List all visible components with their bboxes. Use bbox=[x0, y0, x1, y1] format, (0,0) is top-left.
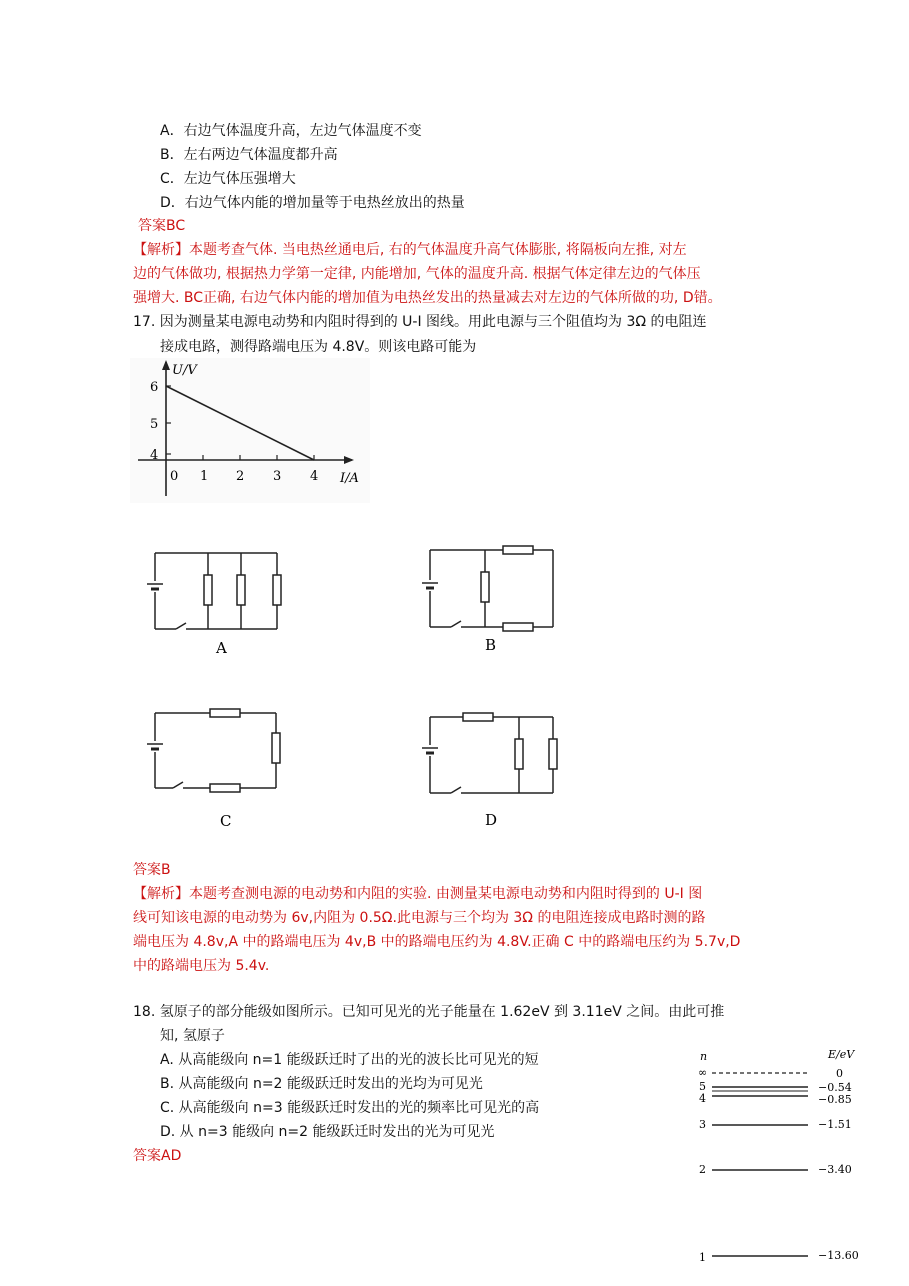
y-axis-label: U/V bbox=[172, 363, 197, 378]
q16-option-a: A．右边气体温度升高，左边气体温度不变 bbox=[160, 123, 422, 139]
circuit-a bbox=[140, 545, 315, 665]
svg-text:∞: ∞ bbox=[698, 1066, 708, 1079]
q16-option-c: C．左边气体压强增大 bbox=[160, 171, 296, 187]
q18-option-b: B. 从高能级向 n=2 能级跃迁时发出的光均为可见光 bbox=[160, 1076, 483, 1092]
svg-text:−13.60: −13.60 bbox=[818, 1249, 859, 1262]
circuit-label: C bbox=[220, 812, 232, 830]
circuit-label: D bbox=[485, 811, 498, 829]
q16-answer: 答案BC bbox=[138, 218, 186, 234]
y-tick-label: 6 bbox=[150, 380, 159, 395]
x-axis-label: I/A bbox=[340, 471, 359, 486]
e-header: E/eV bbox=[828, 1048, 855, 1061]
x-tick-label: 4 bbox=[310, 469, 319, 484]
svg-text:2: 2 bbox=[699, 1163, 706, 1176]
circuit-c bbox=[140, 705, 300, 830]
q16-analysis-line: 边的气体做功, 根据热力学第一定律, 内能增加, 气体的温度升高. 根据气体定律左边的气体压 bbox=[133, 266, 701, 282]
q18-option-c: C. 从高能级向 n=3 能级跃迁时发出的光的频率比可见光的高 bbox=[160, 1100, 540, 1116]
q17-answer: 答案B bbox=[133, 862, 171, 878]
svg-text:−0.85: −0.85 bbox=[818, 1093, 852, 1106]
n-header: n bbox=[700, 1050, 708, 1063]
q18-stem-line: 知, 氢原子 bbox=[160, 1028, 225, 1044]
svg-text:1: 1 bbox=[699, 1251, 706, 1264]
energy-level-diagram bbox=[690, 1045, 870, 1270]
ui-graph bbox=[130, 358, 370, 503]
q18-answer: 答案AD bbox=[133, 1148, 182, 1164]
q17-analysis-line: 中的路端电压为 5.4v. bbox=[133, 958, 270, 974]
q18-option-a: A. 从高能级向 n=1 能级跃迁时了出的光的波长比可见光的短 bbox=[160, 1052, 539, 1068]
circuit-label: A bbox=[216, 639, 227, 657]
q17-analysis-line: 端电压为 4.8v,A 中的路端电压为 4v,B 中的路端电压约为 4.8V.正确 C 中的路端电压约为 5.7v,D bbox=[133, 934, 741, 950]
svg-text:−3.40: −3.40 bbox=[818, 1163, 852, 1176]
circuit-label: B bbox=[485, 636, 497, 654]
y-tick-label: 4 bbox=[150, 448, 159, 463]
circuit-d bbox=[415, 705, 575, 830]
svg-text:3: 3 bbox=[699, 1118, 706, 1131]
svg-text:0: 0 bbox=[836, 1067, 843, 1080]
x-tick-label: 0 bbox=[170, 469, 179, 484]
q16-analysis-line: 【解析】本题考查气体. 当电热丝通电后, 右的气体温度升高气体膨胀, 将隔板向左推, 对左 bbox=[133, 242, 687, 258]
x-tick-label: 2 bbox=[236, 469, 245, 484]
x-tick-label: 3 bbox=[273, 469, 282, 484]
q18-stem-line: 18. 氢原子的部分能级如图所示。已知可见光的光子能量在 1.62eV 到 3.11eV 之间。由此可推 bbox=[133, 1004, 725, 1020]
y-tick-label: 5 bbox=[150, 417, 159, 432]
q18-option-d: D. 从 n=3 能级向 n=2 能级跃迁时发出的光为可见光 bbox=[160, 1124, 495, 1140]
svg-text:4: 4 bbox=[699, 1092, 706, 1105]
q17-stem-line: 接成电路，测得路端电压为 4.8V。则该电路可能为 bbox=[160, 339, 477, 355]
q16-analysis-line: 强增大. BC正确, 右边气体内能的增加值为电热丝发出的热量减去对左边的气体所做的功, D错。 bbox=[133, 290, 722, 306]
x-tick-label: 1 bbox=[200, 469, 209, 484]
q17-stem-line: 17. 因为测量某电源电动势和内阻时得到的 U-I 图线。用此电源与三个阻值均为 3Ω 的电阻连 bbox=[133, 314, 707, 330]
q16-option-d: D．右边气体内能的增加量等于电热丝放出的热量 bbox=[160, 195, 465, 211]
svg-text:−0.54: −0.54 bbox=[818, 1081, 852, 1094]
q17-analysis-line: 线可知该电源的电动势为 6v,内阻为 0.5Ω.此电源与三个均为 3Ω 的电阻连接成电路时测的路 bbox=[133, 910, 706, 926]
q16-option-b: B．左右两边气体温度都升高 bbox=[160, 147, 338, 163]
svg-text:5: 5 bbox=[699, 1080, 706, 1093]
q17-analysis-line: 【解析】本题考查测电源的电动势和内阻的实验. 由测量某电源电动势和内阻时得到的 U-I 图 bbox=[133, 886, 703, 902]
svg-text:−1.51: −1.51 bbox=[818, 1118, 852, 1131]
circuit-b bbox=[415, 540, 575, 660]
